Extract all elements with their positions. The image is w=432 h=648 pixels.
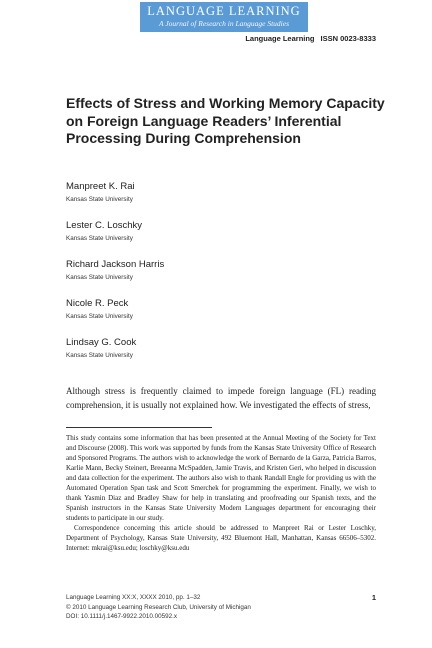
footer-doi: DOI: 10.1111/j.1467-9922.2010.00592.x — [66, 613, 177, 620]
footer-citation: Language Learning XX:X, XXXX 2010, pp. 1–32 — [66, 594, 201, 601]
author-block — [66, 259, 164, 282]
banner-title: LANGUAGE LEARNING — [147, 4, 301, 18]
author-block — [66, 298, 133, 321]
journal-header-line — [245, 34, 376, 43]
footer-copyright: © 2010 Language Learning Research Club, University of Michigan — [66, 603, 251, 611]
journal-banner — [140, 2, 308, 32]
author-affiliation: Kansas State University — [66, 196, 133, 203]
author-affiliation: Kansas State University — [66, 352, 133, 359]
author-block — [66, 220, 142, 243]
author-affiliation: Kansas State University — [66, 235, 133, 242]
footnote-acknowledgements: This study contains some information that has been presented at the Annual Meeting of the Society for Text and Discourse (2008). This work was supported by funds from the Kansas State University Office of Research and Sponsored Programs. The authors wish to acknowledge the work of Bernardo de la Garza, Patricia Barros, Karlie Mann, Becky Steinert, Breeanna McSpadden, Jamie Travis, and Kristen Geri, who helped in discussion and data collection for the experiment. The authors also wish to thank Randall Engle for providing us with the Automated Operation Span task and Scott Smerchek for programming the experiment. Finally, we wish to thank Yasmin Diaz and Bradley Shaw for help in translating and proofreading our Spanish texts, and the Spanish instructors in the Kansas State University Modern Languages department for encouraging their students to participate in our study. — [66, 434, 376, 522]
article-title: Effects of Stress and Working Memory Capacity on Foreign Language Readers’ Inferential Processing During Comprehension — [66, 95, 385, 146]
author-name: Manpreet K. Rai — [66, 181, 135, 192]
author-block — [66, 181, 135, 204]
author-name: Nicole R. Peck — [66, 298, 129, 309]
author-name: Lindsay G. Cook — [66, 337, 137, 348]
journal-issn: ISSN 0023-8333 — [320, 34, 376, 43]
author-name: Richard Jackson Harris — [66, 259, 165, 270]
banner-subtitle: A Journal of Research in Language Studies — [159, 19, 289, 28]
author-affiliation: Kansas State University — [66, 313, 133, 320]
footnote — [66, 433, 376, 553]
author-block — [66, 337, 136, 360]
footnote-divider — [66, 427, 212, 428]
abstract-text: Although stress is frequently claimed to impede foreign language (FL) reading comprehension, it is usually not explained how. We investigated the effects of stress, — [66, 386, 376, 410]
page-number: 1 — [371, 593, 376, 602]
author-name: Lester C. Loschky — [66, 220, 143, 231]
footnote-correspondence: Correspondence concerning this article should be addressed to Manpreet Rai or Lester Loschky, Department of Psychology, Kansas State University, 492 Bluemont Hall, Manhattan, Kansas 66506–5302. Internet: mkrai@ksu.edu; loschky@ksu.edu — [66, 524, 376, 552]
page-footer — [66, 593, 376, 622]
journal-name: Language Learning — [245, 34, 315, 43]
author-affiliation: Kansas State University — [66, 274, 133, 281]
